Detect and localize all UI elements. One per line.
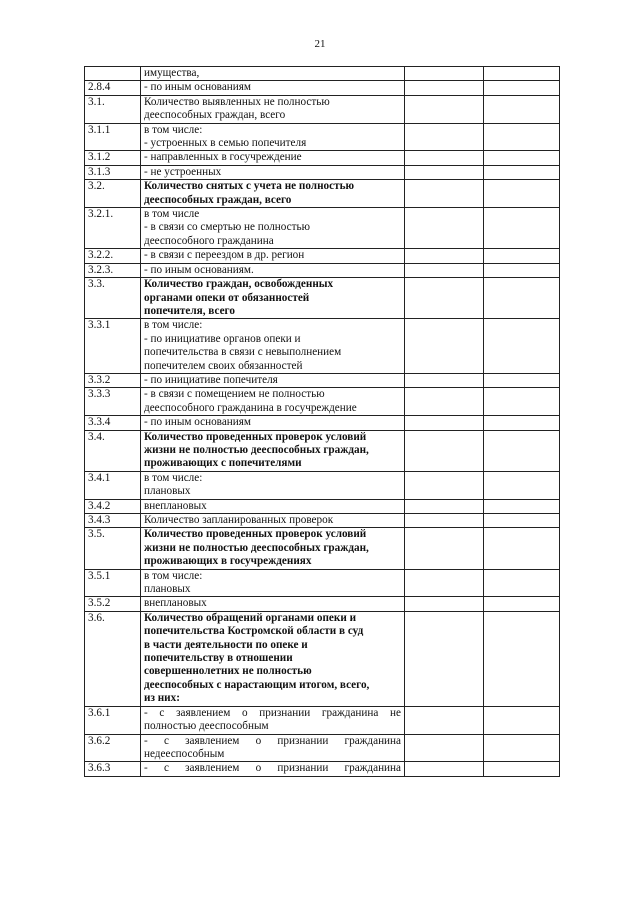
indicator-line: в том числе: [144, 319, 203, 332]
value-cell [484, 180, 560, 208]
row-number: 3.4.2 [85, 499, 141, 513]
indicator-line: - по иным основаниям [144, 416, 251, 429]
indicator-line: Количество выявленных не полностью [144, 95, 330, 108]
value-cell [405, 569, 484, 597]
indicator-line: - в связи с помещением не полностью [144, 388, 325, 401]
row-number: 3.6.3 [85, 762, 141, 776]
table-row [85, 373, 560, 387]
value-cell [484, 249, 560, 263]
table-row [85, 165, 560, 179]
report-table [84, 66, 560, 777]
row-indicator [141, 734, 405, 762]
indicator-line: - с заявлением о признании гражданина [144, 762, 401, 775]
indicator-line: имущества, [144, 67, 200, 79]
row-number: 3.2.2. [85, 249, 141, 263]
value-cell [484, 569, 560, 597]
indicator-line: попечительству в отношении [144, 652, 293, 665]
indicator-line: совершеннолетних не полностью [144, 665, 312, 678]
indicator-line: проживающих в госучреждениях [144, 555, 312, 568]
row-number: 2.8.4 [85, 81, 141, 95]
table-row [85, 388, 560, 416]
row-indicator [141, 373, 405, 387]
table-row [85, 569, 560, 597]
indicator-line: - с заявлением о признании гражданина [144, 734, 401, 747]
row-number: 3.1.3 [85, 165, 141, 179]
indicator-line: - устроенных в семью попечителя [144, 137, 307, 150]
table-row [85, 734, 560, 762]
value-cell [405, 416, 484, 430]
indicator-line: полностью дееспособным [144, 720, 269, 733]
value-cell [484, 499, 560, 513]
row-indicator [141, 208, 405, 249]
indicator-line: Количество обращений органами опеки и [144, 611, 357, 624]
value-cell [484, 151, 560, 165]
table-row [85, 319, 560, 374]
table-row [85, 706, 560, 734]
table-row [85, 499, 560, 513]
table-row [85, 430, 560, 471]
value-cell [484, 165, 560, 179]
row-number [85, 67, 141, 81]
row-number: 3.5.1 [85, 569, 141, 597]
row-indicator [141, 430, 405, 471]
table-row [85, 123, 560, 151]
indicator-line: органами опеки от обязанностей [144, 291, 310, 304]
value-cell [484, 388, 560, 416]
indicator-line: дееспособных с нарастающим итогом, всего, [144, 678, 370, 691]
row-indicator [141, 471, 405, 499]
value-cell [405, 471, 484, 499]
indicator-line: - направленных в госучреждение [144, 151, 302, 164]
table-row [85, 81, 560, 95]
row-indicator [141, 388, 405, 416]
table-row [85, 762, 560, 776]
value-cell [484, 734, 560, 762]
indicator-line: - по иным основаниям [144, 81, 251, 94]
indicator-line: жизни не полностью дееспособных граждан, [144, 443, 369, 456]
indicator-line: плановых [144, 583, 191, 596]
value-cell [405, 499, 484, 513]
value-cell [405, 180, 484, 208]
value-cell [405, 430, 484, 471]
row-number: 3.6.2 [85, 734, 141, 762]
row-number: 3.6.1 [85, 706, 141, 734]
indicator-line: в том числе: [144, 123, 203, 136]
row-number: 3.3.4 [85, 416, 141, 430]
value-cell [405, 151, 484, 165]
value-cell [484, 611, 560, 706]
indicator-line: попечителем своих обязанностей [144, 359, 303, 372]
row-indicator [141, 123, 405, 151]
indicator-line: внеплановых [144, 597, 207, 610]
row-indicator [141, 67, 405, 81]
indicator-line: - по иным основаниям. [144, 263, 254, 276]
indicator-line: - по инициативе органов опеки и [144, 332, 301, 345]
table-row [85, 180, 560, 208]
indicator-line: дееспособных граждан, всего [144, 193, 292, 206]
table-row [85, 67, 560, 81]
value-cell [405, 611, 484, 706]
indicator-line: в том числе: [144, 569, 203, 582]
value-cell [405, 208, 484, 249]
row-number: 3.2.3. [85, 263, 141, 277]
row-number: 3.4.3 [85, 514, 141, 528]
value-cell [405, 249, 484, 263]
row-number: 3.5. [85, 528, 141, 569]
value-cell [484, 430, 560, 471]
row-number: 3.1.1 [85, 123, 141, 151]
row-number: 3.3.3 [85, 388, 141, 416]
indicator-line: - по инициативе попечителя [144, 373, 278, 386]
indicator-line: плановых [144, 485, 191, 498]
indicator-line: в том числе: [144, 471, 203, 484]
indicator-line: в том числе [144, 208, 200, 221]
value-cell [405, 95, 484, 123]
indicator-line: недееспособным [144, 747, 225, 760]
indicator-line: дееспособного гражданина [144, 234, 274, 247]
row-number: 3.2.1. [85, 208, 141, 249]
value-cell [484, 373, 560, 387]
indicator-line: дееспособного гражданина в госучреждение [144, 401, 357, 414]
row-indicator [141, 81, 405, 95]
row-number: 3.2. [85, 180, 141, 208]
row-indicator [141, 499, 405, 513]
value-cell [405, 597, 484, 611]
indicator-line: - с заявлением о признании гражданина не [144, 706, 401, 719]
row-indicator [141, 514, 405, 528]
table-row [85, 416, 560, 430]
value-cell [484, 319, 560, 374]
value-cell [405, 528, 484, 569]
row-indicator [141, 706, 405, 734]
value-cell [484, 67, 560, 81]
value-cell [484, 81, 560, 95]
value-cell [484, 471, 560, 499]
value-cell [484, 123, 560, 151]
indicator-line: проживающих с попечителями [144, 457, 302, 470]
value-cell [484, 263, 560, 277]
table-row [85, 514, 560, 528]
value-cell [405, 165, 484, 179]
value-cell [405, 67, 484, 81]
indicator-line: Количество проведенных проверок условий [144, 528, 367, 541]
indicator-line: внеплановых [144, 499, 207, 512]
value-cell [405, 514, 484, 528]
value-cell [484, 208, 560, 249]
row-number: 3.4. [85, 430, 141, 471]
row-indicator [141, 611, 405, 706]
value-cell [484, 762, 560, 776]
row-indicator [141, 762, 405, 776]
table-row [85, 278, 560, 319]
value-cell [405, 762, 484, 776]
indicator-line: - в связи с переездом в др. регион [144, 249, 305, 262]
table-row [85, 263, 560, 277]
indicator-line: из них: [144, 692, 180, 705]
row-indicator [141, 249, 405, 263]
value-cell [405, 706, 484, 734]
indicator-line: попечительства в связи с невыполнением [144, 346, 342, 359]
row-number: 3.3.2 [85, 373, 141, 387]
value-cell [405, 373, 484, 387]
value-cell [405, 388, 484, 416]
value-cell [405, 123, 484, 151]
row-number: 3.6. [85, 611, 141, 706]
indicator-line: - не устроенных [144, 165, 222, 178]
row-indicator [141, 416, 405, 430]
indicator-line: в части деятельности по опеке и [144, 638, 308, 651]
value-cell [484, 278, 560, 319]
value-cell [405, 81, 484, 95]
indicator-line: Количество проведенных проверок условий [144, 430, 367, 443]
row-indicator [141, 278, 405, 319]
value-cell [484, 416, 560, 430]
row-indicator [141, 528, 405, 569]
row-indicator [141, 151, 405, 165]
indicator-line: попечителя, всего [144, 304, 235, 317]
table-row [85, 249, 560, 263]
row-indicator [141, 165, 405, 179]
indicator-line: - в связи со смертью не полностью [144, 221, 310, 234]
report-table-body [85, 67, 560, 777]
value-cell [405, 263, 484, 277]
table-row [85, 208, 560, 249]
indicator-line: жизни не полностью дееспособных граждан, [144, 541, 369, 554]
row-indicator [141, 569, 405, 597]
indicator-line: Количество запланированных проверок [144, 514, 334, 526]
table-row [85, 611, 560, 706]
row-number: 3.5.2 [85, 597, 141, 611]
row-number: 3.1. [85, 95, 141, 123]
page-number: 21 [314, 38, 326, 50]
value-cell [484, 597, 560, 611]
table-row [85, 528, 560, 569]
row-indicator [141, 597, 405, 611]
value-cell [484, 514, 560, 528]
table-row [85, 95, 560, 123]
table-row [85, 471, 560, 499]
row-indicator [141, 180, 405, 208]
value-cell [484, 706, 560, 734]
row-number: 3.4.1 [85, 471, 141, 499]
row-number: 3.3. [85, 278, 141, 319]
indicator-line: попечительства Костромской области в суд [144, 625, 364, 638]
row-number: 3.1.2 [85, 151, 141, 165]
row-indicator [141, 95, 405, 123]
row-indicator [141, 263, 405, 277]
row-number: 3.3.1 [85, 319, 141, 374]
table-row [85, 151, 560, 165]
table-row [85, 597, 560, 611]
row-indicator [141, 319, 405, 374]
value-cell [484, 95, 560, 123]
value-cell [484, 528, 560, 569]
value-cell [405, 319, 484, 374]
indicator-line: дееспособных граждан, всего [144, 109, 286, 122]
value-cell [405, 278, 484, 319]
value-cell [405, 734, 484, 762]
indicator-line: Количество граждан, освобожденных [144, 278, 334, 291]
indicator-line: Количество снятых с учета не полностью [144, 180, 355, 193]
